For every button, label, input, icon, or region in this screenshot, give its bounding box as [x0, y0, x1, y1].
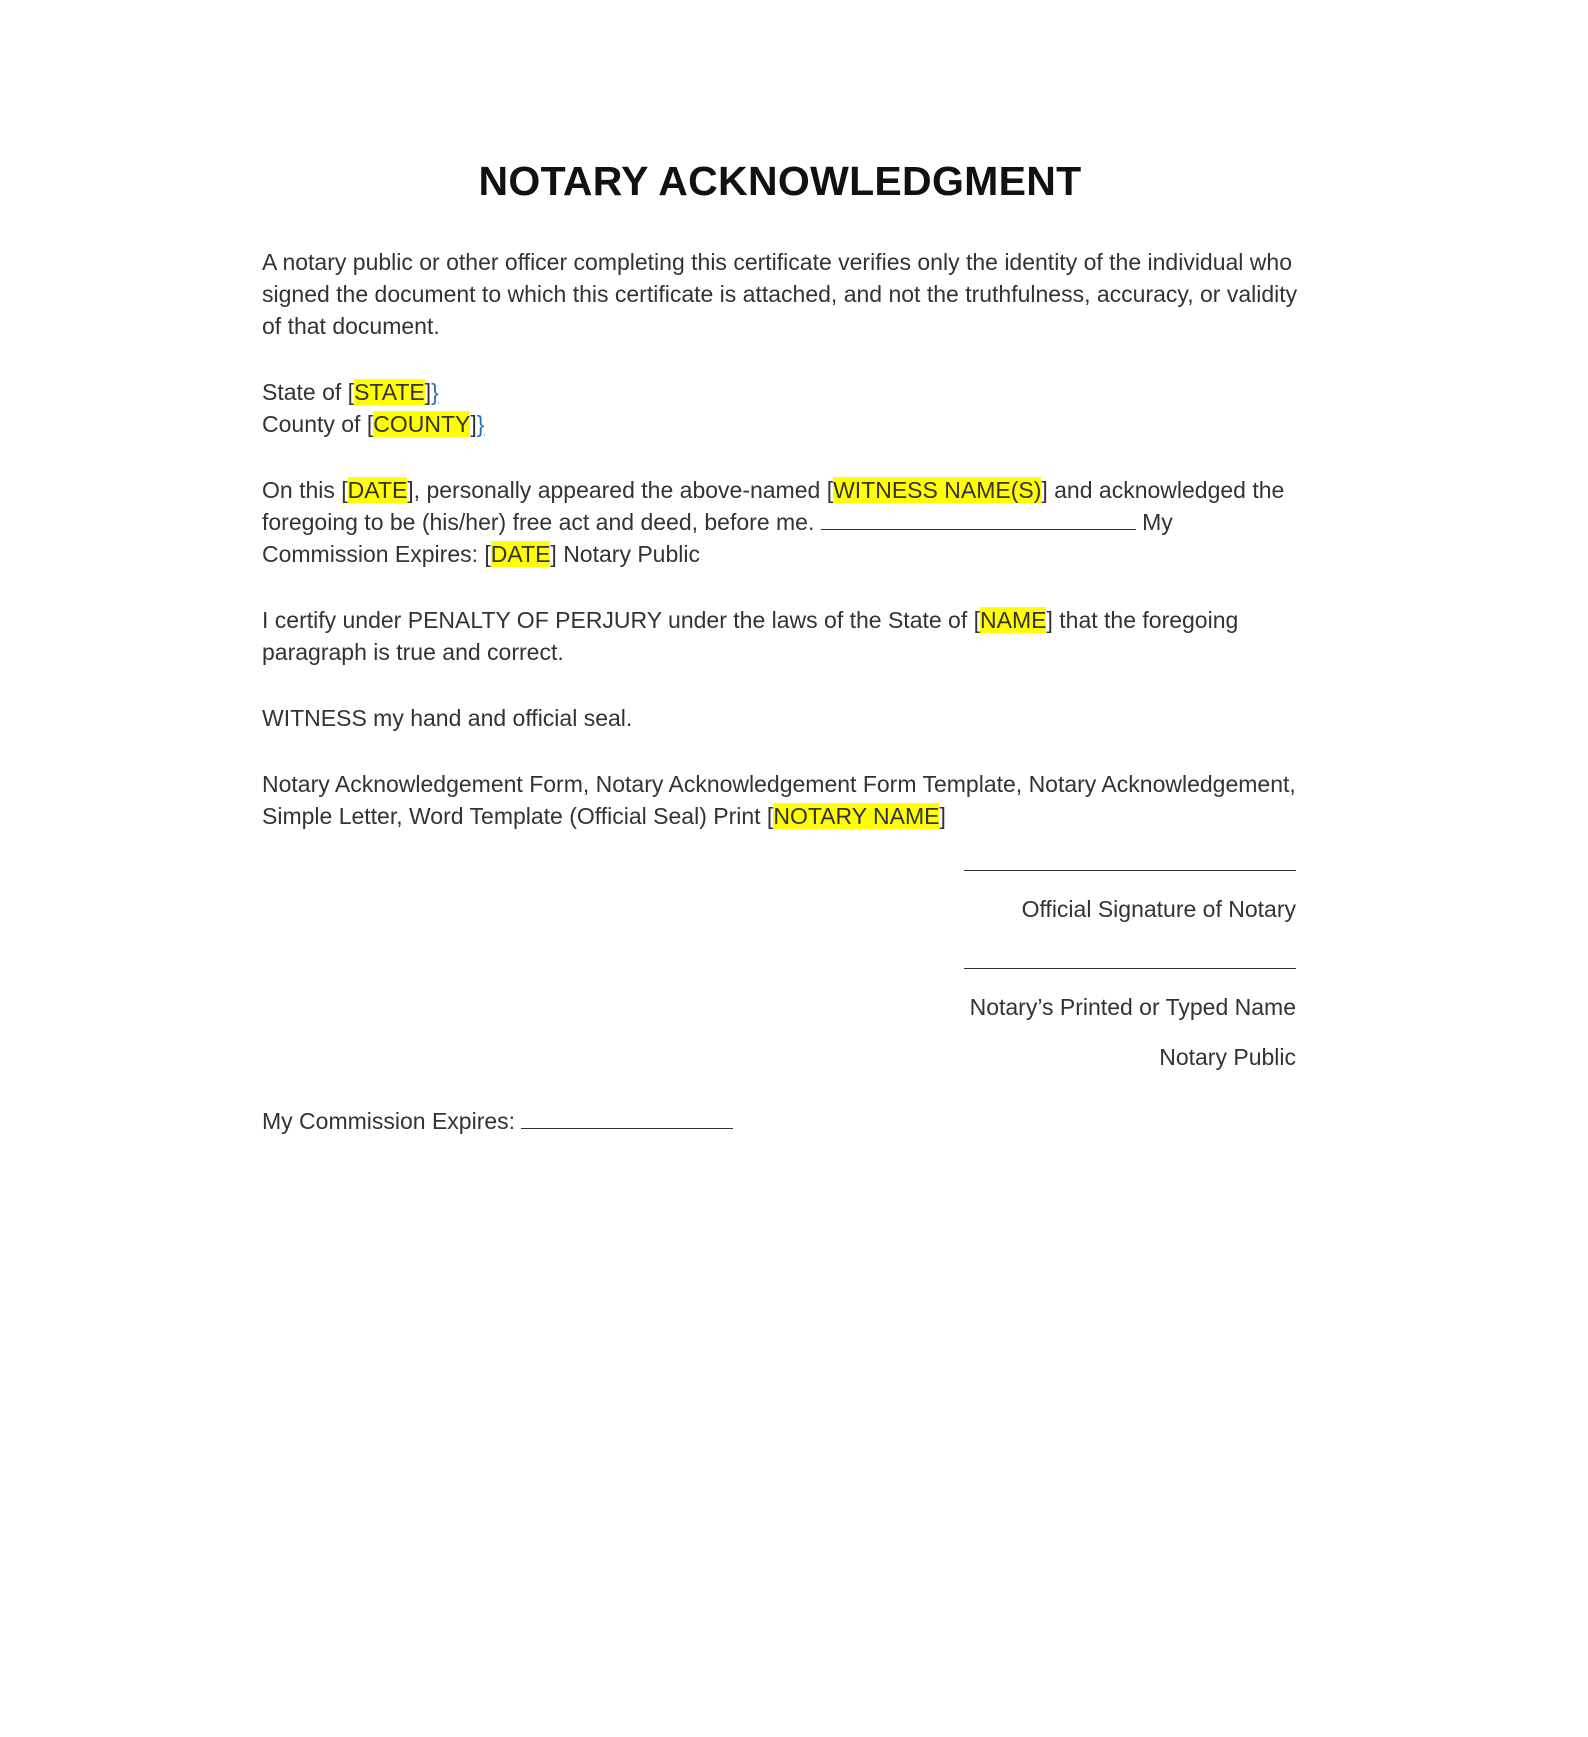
state-suffix: ]	[424, 379, 432, 405]
state-line	[262, 376, 1302, 408]
state-name-field[interactable]: NAME	[980, 607, 1047, 633]
printed-name-label: Notary’s Printed or Typed Name	[969, 994, 1296, 1020]
commission-expires-line	[262, 1105, 733, 1137]
appearance-date-field[interactable]: DATE	[347, 477, 408, 503]
notary-signature-block	[936, 870, 1296, 925]
expiry-date-field[interactable]: DATE	[490, 541, 551, 567]
county-line	[262, 408, 1302, 440]
printed-name-line[interactable]	[964, 968, 1296, 969]
county-field[interactable]: COUNTY	[373, 411, 471, 437]
keywords-text-1: Notary Acknowledgement Form, Notary Acknowledgement Form Template, Notary Acknowledgement, Simple Letter, Word Template (Official Seal) Print [	[262, 771, 1296, 829]
keywords-text-2: ]	[939, 803, 946, 829]
state-edit-mark: }	[431, 379, 439, 405]
appearance-text-5: ] Notary Public	[550, 541, 700, 567]
appearance-text-2: ], personally appeared the above-named [	[407, 477, 834, 503]
document-body	[262, 246, 1302, 832]
state-label: State of [	[262, 379, 355, 405]
commission-expires-blank[interactable]	[521, 1108, 733, 1129]
witness-name-field[interactable]: WITNESS NAME(S)	[833, 477, 1042, 503]
appearance-paragraph	[262, 474, 1302, 570]
keywords-paragraph	[262, 768, 1302, 832]
signature-blank[interactable]	[821, 509, 1136, 530]
document-title: NOTARY ACKNOWLEDGMENT	[478, 158, 1082, 204]
signature-label: Official Signature of Notary	[1021, 896, 1296, 922]
intro-paragraph: A notary public or other officer completing this certificate verifies only the identity of the individual who signed the document to which this certificate is attached, and not the truthfulness, accuracy, or validity of that document.	[262, 249, 1298, 339]
county-label: County of [	[262, 411, 374, 437]
signature-line[interactable]	[964, 870, 1296, 871]
appearance-text-1: On this [	[262, 477, 348, 503]
county-suffix: ]	[470, 411, 477, 437]
certification-text-1: I certify under PENALTY OF PERJURY under the laws of the State of [	[262, 607, 981, 633]
appearance-text-4: My Commission Expires: [	[262, 509, 1173, 567]
commission-expires-label: My Commission Expires:	[262, 1108, 522, 1134]
notary-public-label: Notary Public	[1159, 1044, 1296, 1070]
witness-statement: WITNESS my hand and official seal.	[262, 705, 633, 731]
certification-paragraph	[262, 604, 1302, 668]
printed-name-block	[936, 968, 1296, 1073]
certification-text-2: ] that the foregoing paragraph is true and correct.	[262, 607, 1239, 665]
notary-name-field[interactable]: NOTARY NAME	[773, 803, 940, 829]
county-edit-mark: }	[476, 411, 485, 437]
appearance-text-3: ] and acknowledged the foregoing to be (his/her) free act and deed, before me.	[262, 477, 1285, 535]
state-field[interactable]: STATE	[354, 379, 425, 405]
